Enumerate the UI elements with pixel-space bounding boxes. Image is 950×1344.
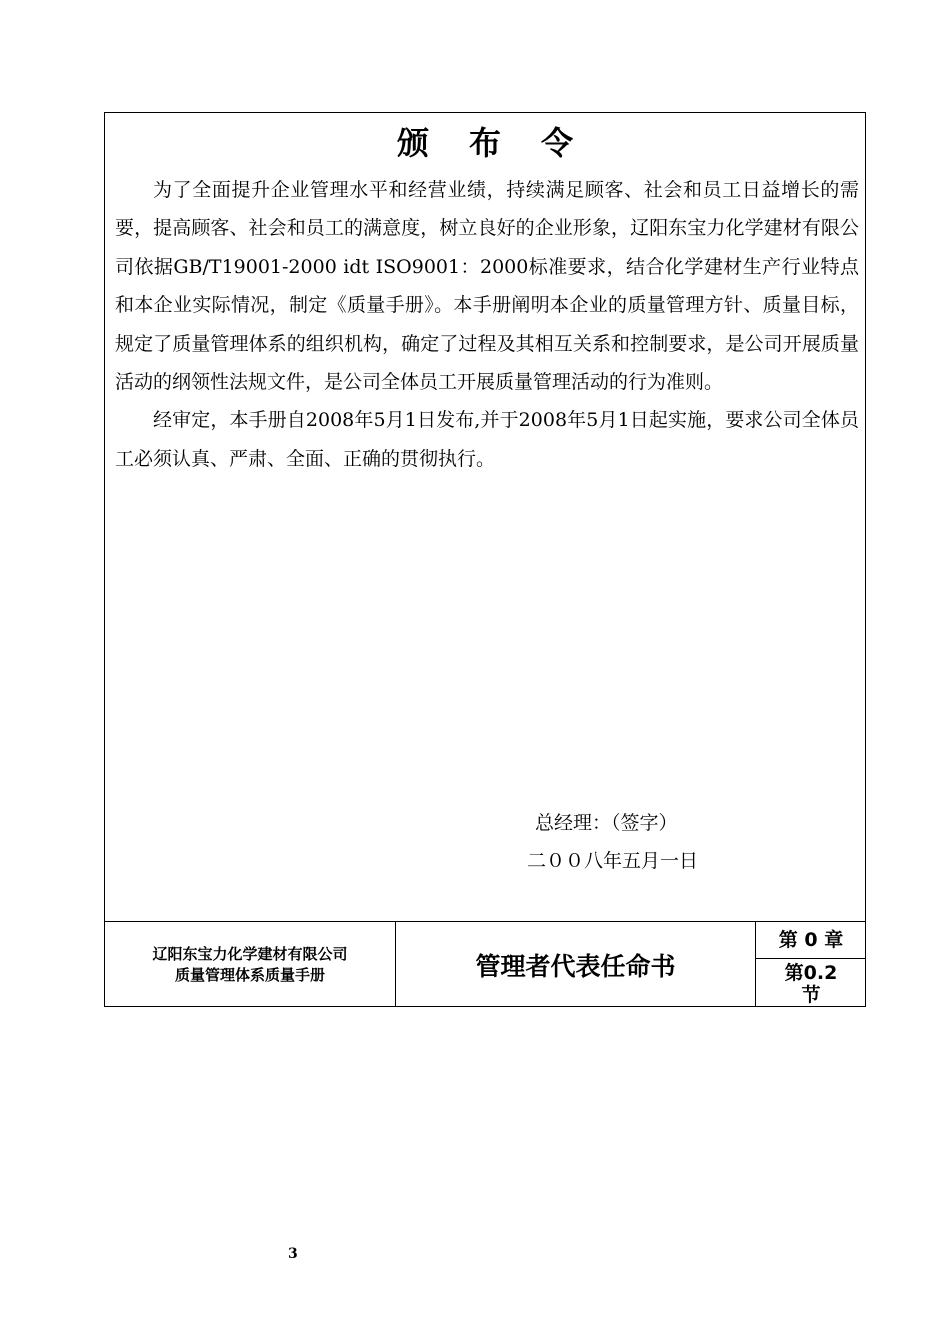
issue-date: 二００八年五月一日 [527,850,699,872]
footer-table [105,921,865,1007]
document-body [115,171,859,478]
page-number: 3 [288,1246,298,1262]
footer-chapter-cell [755,922,866,1007]
paragraph-2: 经审定，本手册自2008年5月1日发布,并于2008年5月1日起实施，要求公司全体员工必须认真、严肃、全面、正确的贯彻执行。 [115,409,859,470]
manual-name: 质量管理体系质量手册 [174,965,325,984]
document-title: 颁布令 [396,124,613,162]
section-text: 第0.2节 [784,962,838,1006]
company-name: 辽阳东宝力化学建材有限公司 [152,944,348,963]
chapter-label: 第 0 章 [756,922,866,959]
footer-company-cell [105,922,396,1007]
document-frame [104,112,866,1007]
paragraph-1: 为了全面提升企业管理水平和经营业绩，持续满足顾客、社会和员工日益增长的需要，提高顾客、社会和员工的满意度，树立良好的企业形象，辽阳东宝力化学建材有限公司依据GB/T19001-2000 idt ISO9001：2000标准要求，结合化学建材生产行业特点和本企业实际情况，制定《质量手册》。本手册阐明本企业的质量管理方针、质量目标，规定了质量管理体系的组织机构，确定了过程及其相互关系和控制要求，是公司开展质量活动的纲领性法规文件，是公司全体员工开展质量管理活动的行为准则。 [115,179,859,394]
section-label [756,962,866,1006]
footer-doc-title: 管理者代表任命书 [475,951,676,981]
signature-line: 总经理：（签字） [535,812,678,834]
